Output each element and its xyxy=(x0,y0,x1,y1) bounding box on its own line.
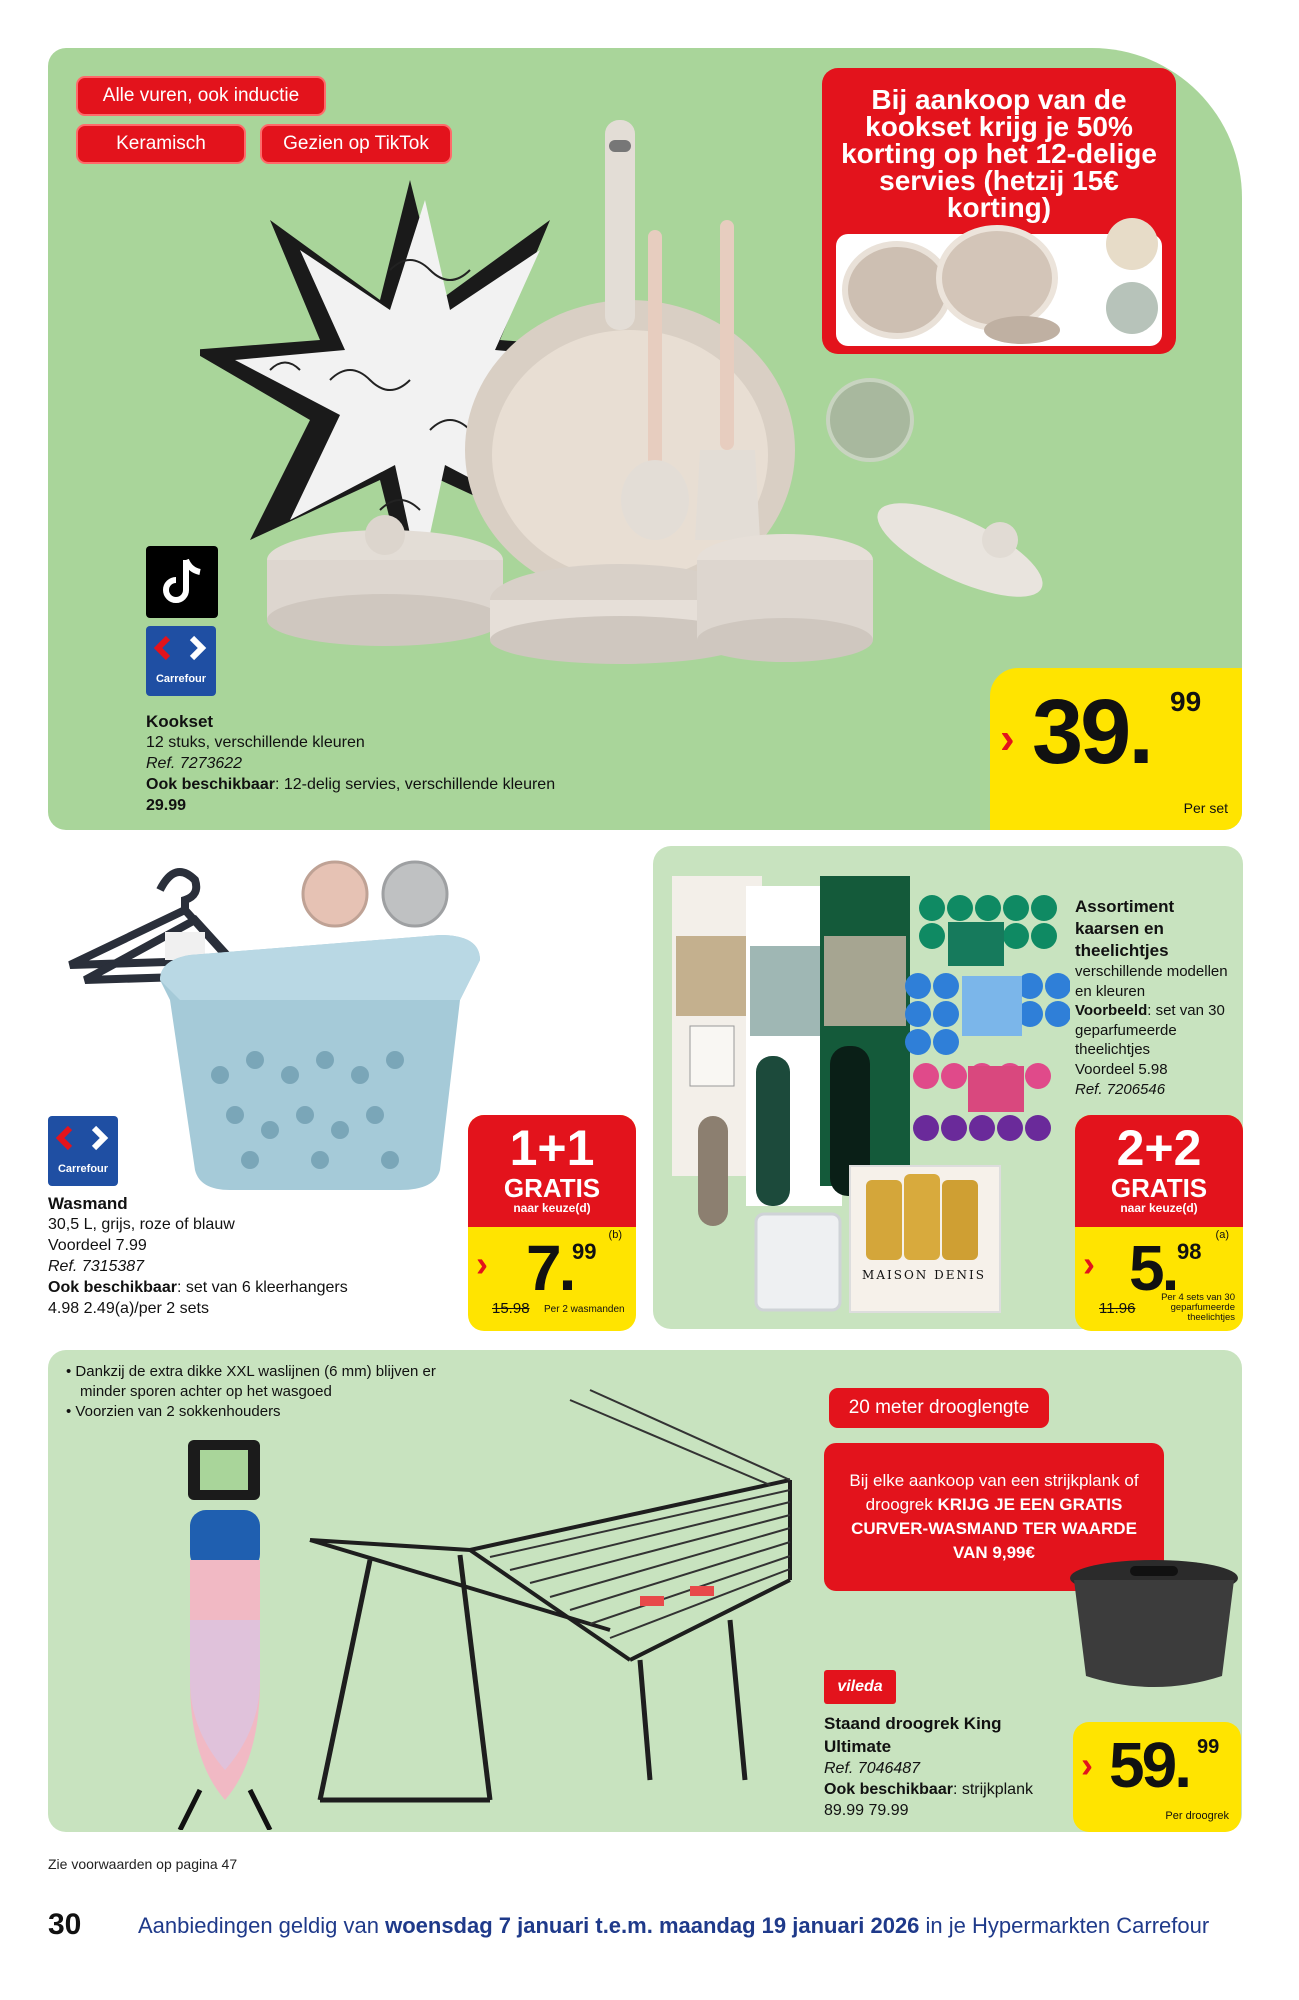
droogrek-promo-part1: Bij elke aankoop van een strijkplank of droogrek xyxy=(849,1471,1139,1514)
wasmand-deal-banner xyxy=(468,1115,636,1227)
page-number: 30 xyxy=(48,1908,82,1941)
kookset-price-tag xyxy=(990,668,1242,830)
wasmand-also-label: Ook beschikbaar xyxy=(48,1279,177,1296)
droogrek-bullet: • Voorzien van 2 sokkenhouders xyxy=(66,1403,281,1420)
kaarsen-description xyxy=(1075,896,1235,1099)
drooglengte-badge: 20 meter drooglengte xyxy=(829,1388,1049,1428)
wasmand-voordeel: Voordeel 7.99 xyxy=(48,1237,147,1254)
validity-pre: Aanbiedingen geldig van xyxy=(138,1913,386,1938)
wasmand-price-tag xyxy=(468,1115,636,1331)
kaarsen-brand: MAISON DENIS xyxy=(862,1268,986,1282)
kaarsen-example xyxy=(1075,1001,1235,1060)
badge-tiktok: Gezien op TikTok xyxy=(260,124,452,164)
droogrek-bullet: • Dankzij de extra dikke XXL waslijnen (6 mm) blijven er minder sporen achter op het wasgoed xyxy=(66,1363,436,1400)
droogrek-price-unit: Per droogrek xyxy=(1165,1810,1229,1822)
wasmand-also-prices: 4.98 2.49(a)/per 2 sets xyxy=(48,1300,209,1317)
kookset-also-price: 29.99 xyxy=(146,797,187,814)
curver-wasmand-image xyxy=(1064,1556,1244,1696)
kaarsen-desc: verschillende modellen en kleuren xyxy=(1075,963,1228,1000)
arrow-icon: › xyxy=(1081,1744,1093,1785)
kaarsen-price-note: (a) xyxy=(1215,1229,1229,1241)
carrefour-logo-label: Carrefour xyxy=(155,673,207,685)
droogrek-bullet-1: Dankzij de extra dikke XXL waslijnen (6 mm) blijven er minder sporen achter op het wasgoed xyxy=(75,1363,436,1400)
wasmand-deal: 1+1 xyxy=(509,1120,595,1176)
kaarsen-ref: Ref. 7206546 xyxy=(1075,1080,1166,1098)
kookset-desc: 12 stuks, verschillende kleuren xyxy=(146,734,365,751)
kaarsen-voordeel: Voordeel 5.98 xyxy=(1075,1060,1168,1078)
wasmand-description xyxy=(48,1193,468,1319)
wasmand-carrefour-logo xyxy=(48,1116,118,1186)
kookset-image xyxy=(200,120,1120,720)
carrefour-logo-label: Carrefour xyxy=(57,1163,109,1175)
wasmand-price-main: 7. xyxy=(526,1232,574,1304)
carrefour-icon xyxy=(146,626,216,670)
conditions-note: Zie voorwaarden op pagina 47 xyxy=(48,1856,238,1872)
kaarsen-price-cents: 98 xyxy=(1177,1239,1202,1264)
validity-text xyxy=(138,1913,1209,1939)
droogrek-also-text: : strijkplank xyxy=(952,1781,1033,1798)
kookset-ref: Ref. 7273622 xyxy=(146,755,243,772)
kaarsen-deal: 2+2 xyxy=(1116,1120,1202,1176)
badge-keramisch: Keramisch xyxy=(76,124,246,164)
wasmand-keuze: naar keuze(d) xyxy=(513,1201,591,1215)
wasmand-price-note: (b) xyxy=(608,1229,622,1241)
kookset-price-main: 39. xyxy=(1032,681,1151,783)
droogrek-image xyxy=(170,1360,810,1830)
wasmand-unit: Per 2 wasmanden xyxy=(544,1304,625,1315)
badge-inductie: Alle vuren, ook inductie xyxy=(76,76,326,116)
droogrek-description xyxy=(824,1712,1064,1821)
wasmand-desc: 30,5 L, grijs, roze of blauw xyxy=(48,1216,235,1233)
kaarsen-price-tag xyxy=(1075,1115,1243,1331)
tiktok-logo xyxy=(146,546,218,618)
wasmand-gratis: GRATIS xyxy=(503,1173,601,1203)
kookset-description xyxy=(146,711,556,816)
kookset-price-unit: Per set xyxy=(1183,800,1228,816)
kaarsen-keuze: naar keuze(d) xyxy=(1120,1201,1198,1215)
wasmand-ref: Ref. 7315387 xyxy=(48,1258,145,1275)
kookset-also-text: : 12-delig servies, verschillende kleuren xyxy=(274,776,556,793)
droogrek-price-main: 59. xyxy=(1109,1729,1189,1801)
droogrek-promo-part2: KRIJG JE EEN GRATIS CURVER-WASMAND TER WAARDE VAN 9,99€ xyxy=(851,1495,1137,1562)
kaarsen-unit: Per 4 sets van 30 geparfumeerde theelichtjes xyxy=(1161,1292,1235,1323)
arrow-icon: › xyxy=(476,1243,488,1284)
wasmand-price-cents: 99 xyxy=(572,1239,597,1264)
tiktok-icon xyxy=(146,546,218,618)
wasmand-also xyxy=(48,1277,468,1298)
kaarsen-gratis: GRATIS xyxy=(1110,1173,1208,1203)
droogrek-price-cents: 99 xyxy=(1197,1736,1220,1758)
carrefour-logo xyxy=(146,626,216,696)
droogrek-name: Staand droogrek King Ultimate xyxy=(824,1714,1002,1756)
droogrek-promo-text xyxy=(838,1469,1150,1565)
droogrek-also xyxy=(824,1779,1064,1800)
kaarsen-price-main: 5. xyxy=(1129,1232,1177,1304)
kookset-also-label: Ook beschikbaar xyxy=(146,776,275,793)
droogrek-also-prices: 89.99 79.99 xyxy=(824,1802,909,1819)
arrow-icon: › xyxy=(1083,1243,1095,1284)
carrefour-icon xyxy=(48,1116,118,1160)
kookset-also xyxy=(146,774,556,816)
wasmand-also-text: : set van 6 kleerhangers xyxy=(176,1279,348,1296)
droogrek-bullet-2: Voorzien van 2 sokkenhouders xyxy=(75,1403,281,1420)
droogrek-ref: Ref. 7046487 xyxy=(824,1760,921,1777)
kaarsen-old-price: 11.96 xyxy=(1099,1300,1136,1317)
wasmand-old-price: 15.98 xyxy=(492,1300,530,1317)
droogrek-price-tag xyxy=(1073,1722,1241,1832)
kookset-price-cents: 99 xyxy=(1170,686,1202,717)
kookset-name: Kookset xyxy=(146,712,214,731)
droogrek-also-label: Ook beschikbaar xyxy=(824,1781,953,1798)
validity-post: in je Hypermarkten Carrefour xyxy=(919,1913,1210,1938)
validity-dates: woensdag 7 januari t.e.m. maandag 19 januari 2026 xyxy=(385,1913,920,1938)
kaarsen-example-text: : set van 30 geparfumeerde theelichtjes xyxy=(1075,1002,1225,1059)
vileda-logo: vileda xyxy=(824,1670,896,1704)
kaarsen-image xyxy=(670,866,1070,1322)
wasmand-name: Wasmand xyxy=(48,1194,128,1213)
servies-promo-text: Bij aankoop van de kookset krijg je 50% korting op het 12-delige servies (hetzij 15€ korting) xyxy=(841,84,1157,223)
arrow-icon: › xyxy=(1000,714,1015,763)
kaarsen-example-label: Voorbeeld xyxy=(1075,1002,1148,1020)
kaarsen-deal-banner xyxy=(1075,1115,1243,1227)
kaarsen-name: Assortiment kaarsen en theelichtjes xyxy=(1075,897,1175,960)
